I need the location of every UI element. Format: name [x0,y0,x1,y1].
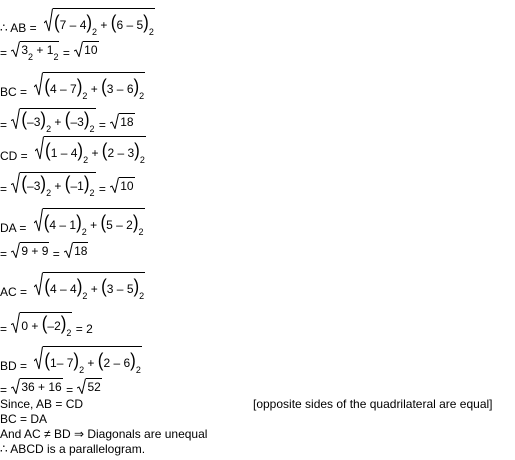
ab-sqrt: ( 7 – 4 ) 2 + ( 6 – 5 ) 2 [44,8,155,32]
bc-result-line: = ( –3 ) 2 + ( –3 ) 2 = 18 [0,108,134,134]
radical-sign-icon [11,41,20,57]
ab-label: ∴ AB = [0,21,37,35]
radical-sign-icon [11,378,20,394]
bd-distance-line: BD = ( 1– 7 ) 2 + ( 2 – 6 ) 2 [0,346,142,373]
ab-distance-line [0,8,155,35]
ab-value: 10 [84,43,98,57]
diagonals-line: And AC ≠ BD ⇒ Diagonals are unequal [0,427,208,441]
radical-sign-icon [110,177,119,193]
ab-term-2: 6 – 5 [116,18,144,32]
conclusion-line: ∴ ABCD is a parallelogram. [0,442,146,456]
radical-sign-icon [11,108,20,129]
radical-sign-icon [11,312,20,333]
radical-sign-icon [77,378,86,394]
radical-sign-icon [11,242,20,258]
radical-sign-icon [74,41,83,57]
radical-sign-icon [34,272,43,296]
radical-sign-icon [11,172,20,193]
ab-term-1: 7 – 4 [59,18,87,32]
bc-da-line: BC = DA [0,412,48,426]
radical-sign-icon [110,113,119,129]
da-distance-line: DA = ( 4 – 1 ) 2 + ( 5 – 2 ) 2 [0,208,145,235]
radical-sign-icon [64,242,73,258]
radical-sign-icon [34,346,43,370]
radical-sign-icon [35,136,44,160]
bc-distance-line: BC = ( 4 – 7 ) 2 + ( 3 – 6 ) 2 [0,72,145,99]
da-result-line: = 9 + 9 = 18 [0,244,88,261]
cd-result-line: = ( –3 ) 2 + ( –1 ) 2 = 10 [0,172,134,198]
bd-result-line: = 36 + 16 = 52 [0,380,101,397]
reason-text: [opposite sides of the quadrilateral are equal] [253,397,493,411]
ab-result-line: = 3 2 + 1 2 = 10 [0,43,98,62]
radical-sign-icon [34,208,43,232]
since-line [0,397,83,411]
radical-sign-icon [34,72,43,96]
cd-distance-line: CD = ( 1 – 4 ) 2 + ( 2 – 3 ) 2 [0,136,146,163]
ac-result-line: = 0 + ( –2 ) 2 = 2 [0,312,93,338]
ac-distance-line: AC = ( 4 – 4 ) 2 + ( 3 – 5 ) 2 [0,272,145,299]
since-text: Since, AB = CD [0,397,84,411]
radical-sign-icon [44,8,53,32]
